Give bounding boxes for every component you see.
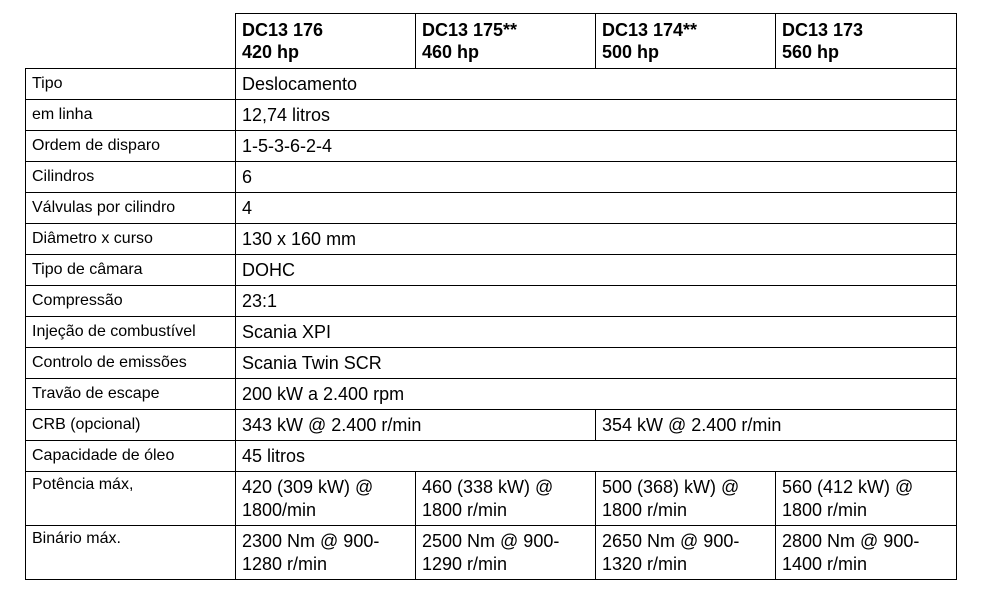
model-name: DC13 176 [242,20,324,40]
row-value: Deslocamento [236,69,957,100]
model-power: 500 hp [602,42,660,62]
row-diametro-curso [26,224,957,255]
row-value: Scania Twin SCR [236,348,957,379]
row-value: 343 kW @ 2.400 r/min [236,410,596,441]
row-value [776,526,957,580]
row-label: em linha [26,100,236,131]
row-tipo-camara [26,255,957,286]
model-power: 560 hp [782,42,840,62]
row-value [596,472,776,526]
row-value [236,526,416,580]
value-line: 1280 r/min [242,553,328,574]
header-dc13-175 [416,14,596,69]
row-label: CRB (opcional) [26,410,236,441]
row-label: Tipo [26,69,236,100]
row-label: Potência máx, [26,472,236,526]
row-value [416,526,596,580]
row-value: 130 x 160 mm [236,224,957,255]
row-label: Ordem de disparo [26,131,236,162]
value-line: 1800/min [242,499,317,520]
row-injecao [26,317,957,348]
model-name: DC13 173 [782,20,864,40]
value-line: 2650 Nm @ 900- [602,530,740,551]
row-label: Diâmetro x curso [26,224,236,255]
row-crb [26,410,957,441]
row-value: 12,74 litros [236,100,957,131]
value-line: 2500 Nm @ 900- [422,530,560,551]
row-value: 354 kW @ 2.400 r/min [596,410,957,441]
engine-spec-table [25,13,957,580]
value-line: 1800 r/min [782,499,868,520]
row-cilindros [26,162,957,193]
corner-cell [26,14,236,69]
row-value [236,472,416,526]
model-power: 460 hp [422,42,480,62]
row-label: Injeção de combustível [26,317,236,348]
row-label: Controlo de emissões [26,348,236,379]
row-ordem-disparo [26,131,957,162]
model-name: DC13 175** [422,20,518,40]
row-value: Scania XPI [236,317,957,348]
row-value: 4 [236,193,957,224]
row-label: Compressão [26,286,236,317]
row-label: Travão de escape [26,379,236,410]
row-value: 23:1 [236,286,957,317]
value-line: 1800 r/min [422,499,508,520]
value-line: 460 (338 kW) @ [422,476,554,497]
value-line: 2300 Nm @ 900- [242,530,380,551]
row-value [596,526,776,580]
value-line: 1290 r/min [422,553,508,574]
row-label: Válvulas por cilindro [26,193,236,224]
row-value: DOHC [236,255,957,286]
row-em-linha [26,100,957,131]
model-power: 420 hp [242,42,300,62]
value-line: 500 (368) kW) @ [602,476,740,497]
row-label: Capacidade de óleo [26,441,236,472]
row-capacidade-oleo [26,441,957,472]
header-dc13-176 [236,14,416,69]
header-row [26,14,957,69]
row-value: 200 kW a 2.400 rpm [236,379,957,410]
row-label: Cilindros [26,162,236,193]
row-value [776,472,957,526]
row-value [416,472,596,526]
row-value: 45 litros [236,441,957,472]
value-line: 1800 r/min [602,499,688,520]
row-travao-escape [26,379,957,410]
value-line: 1400 r/min [782,553,868,574]
row-label: Tipo de câmara [26,255,236,286]
value-line: 420 (309 kW) @ [242,476,374,497]
row-label: Binário máx. [26,526,236,580]
row-value: 1-5-3-6-2-4 [236,131,957,162]
row-tipo [26,69,957,100]
row-value: 6 [236,162,957,193]
row-emissoes [26,348,957,379]
row-compressao [26,286,957,317]
row-binario [26,526,957,580]
value-line: 1320 r/min [602,553,688,574]
model-name: DC13 174** [602,20,698,40]
row-valvulas [26,193,957,224]
header-dc13-173 [776,14,957,69]
header-dc13-174 [596,14,776,69]
row-potencia [26,472,957,526]
value-line: 560 (412 kW) @ [782,476,914,497]
value-line: 2800 Nm @ 900- [782,530,920,551]
